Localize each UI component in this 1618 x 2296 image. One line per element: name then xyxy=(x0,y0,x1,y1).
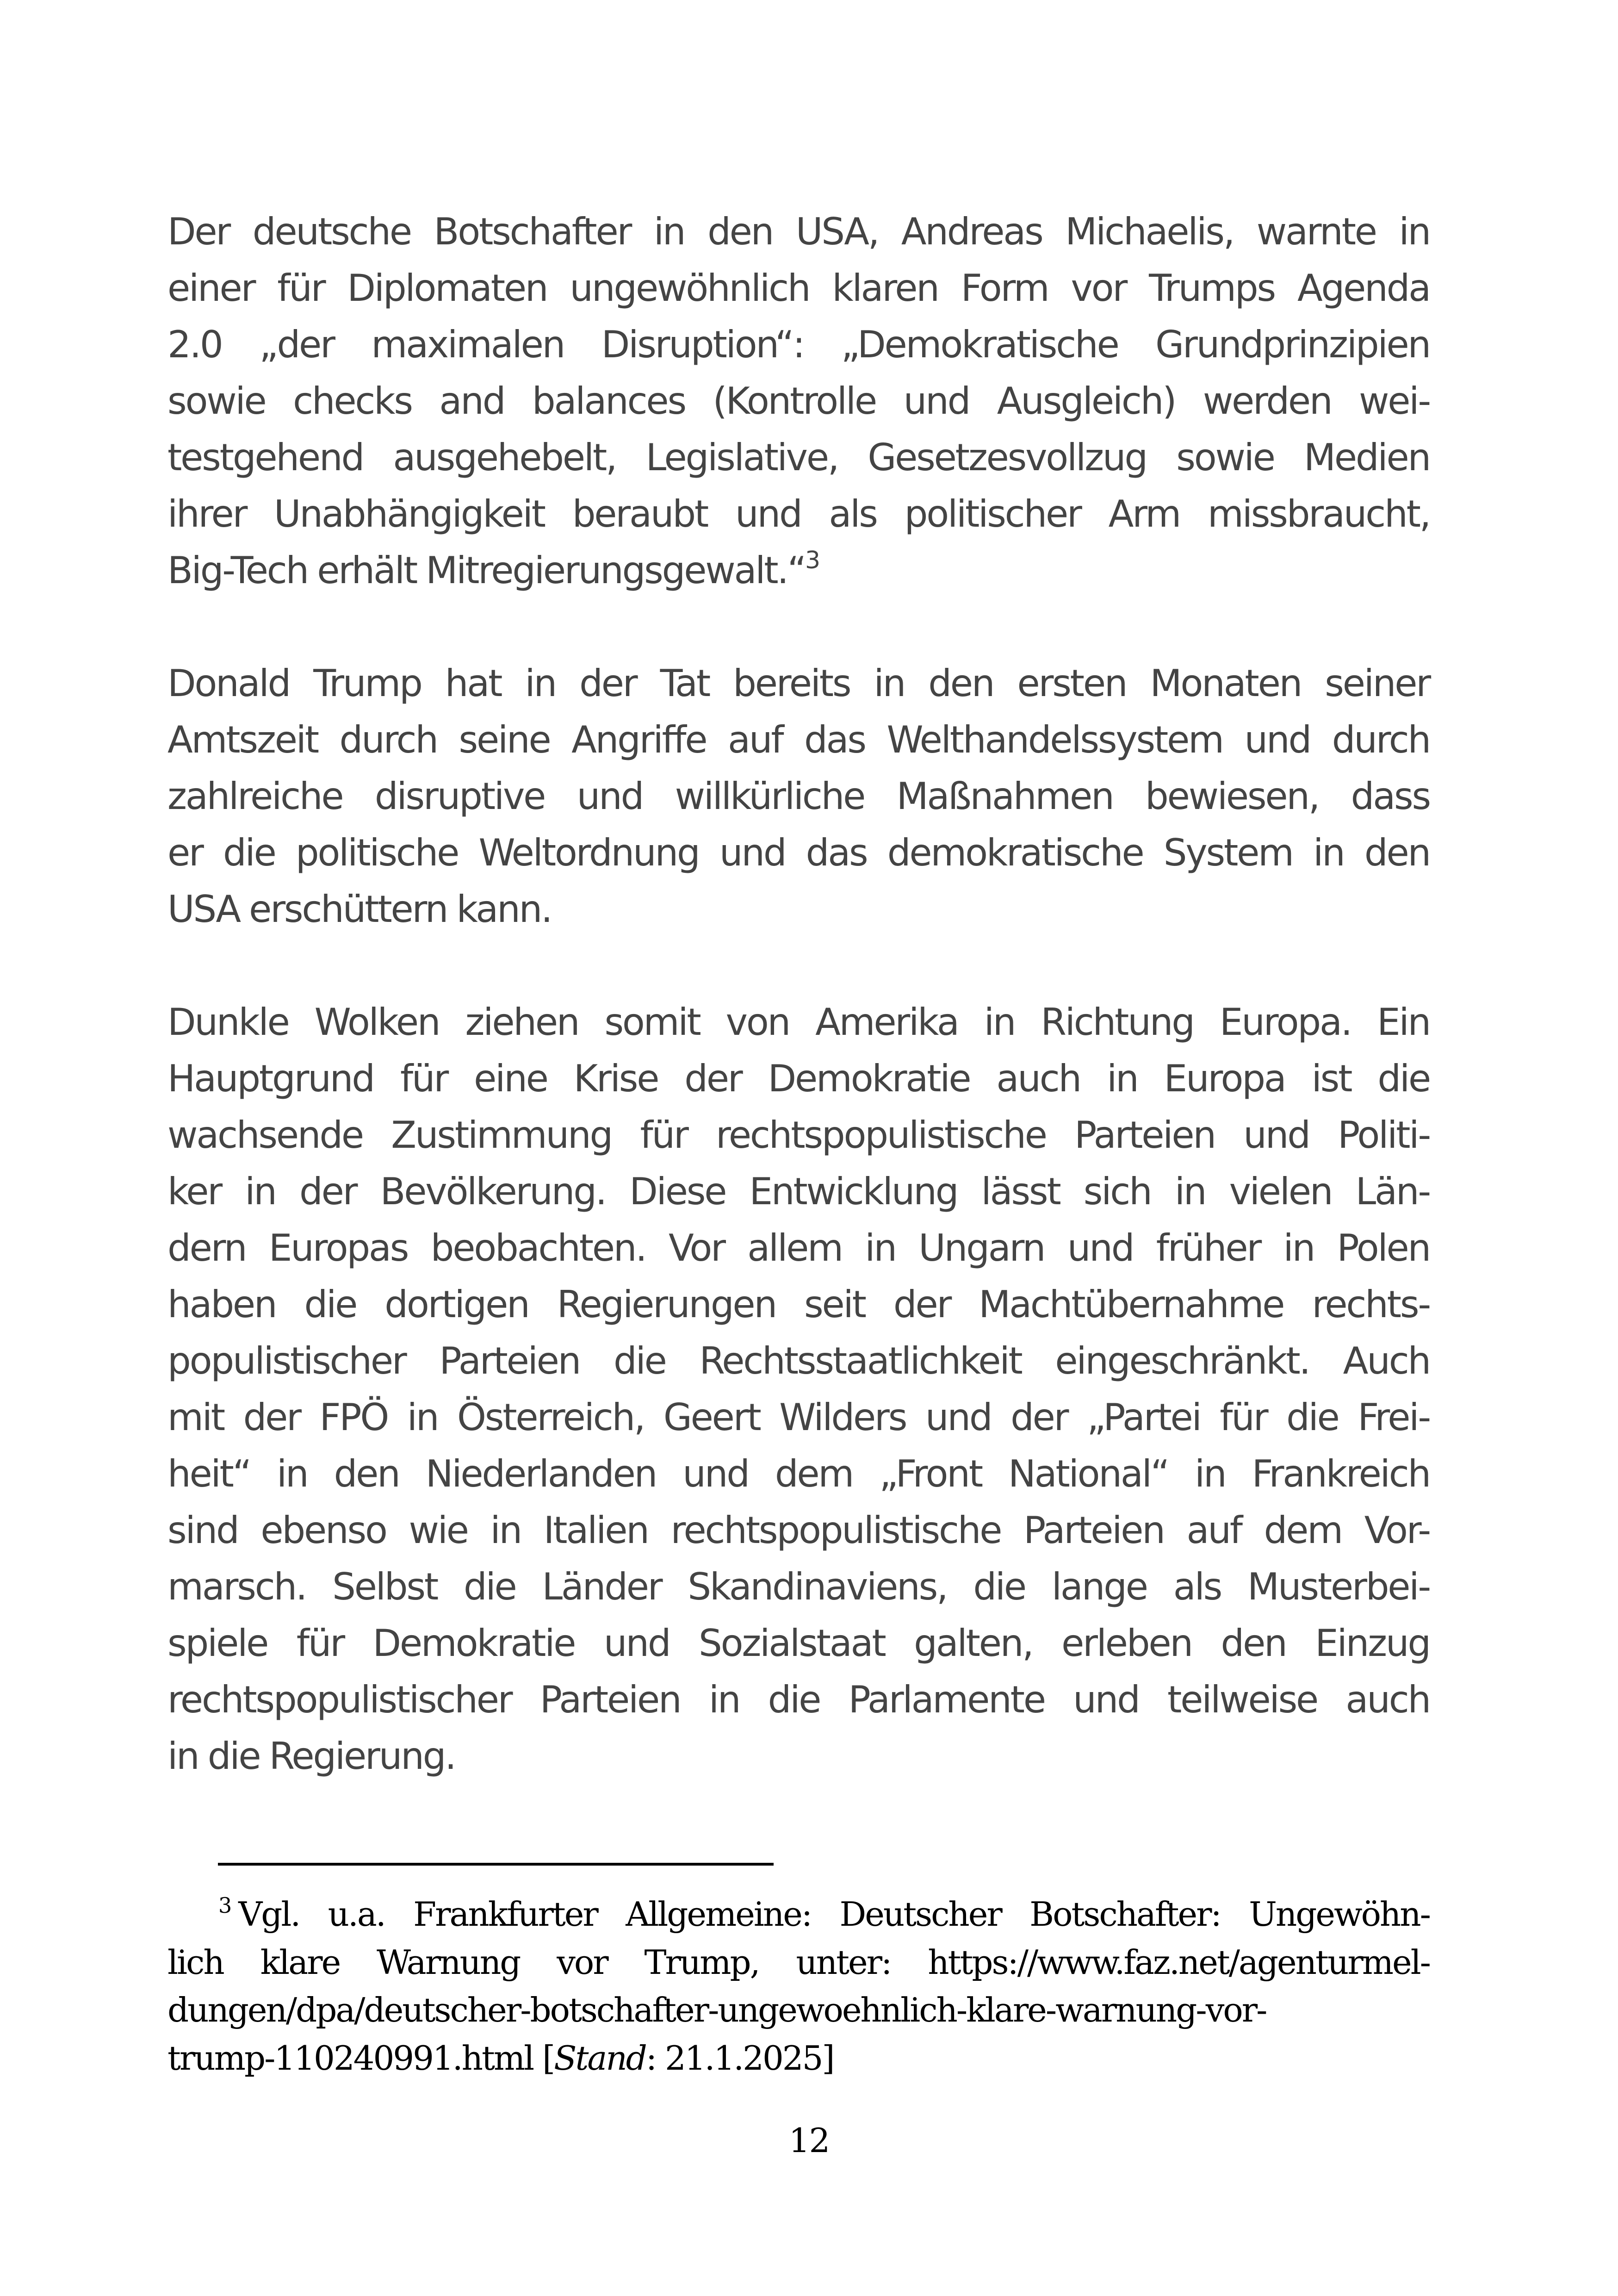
paragraph-1 xyxy=(167,204,1430,599)
footnote-number: 3 xyxy=(218,1893,232,1918)
text-line: sowie checks and balances (Kontrolle und Ausgleich) werden wei- xyxy=(167,380,1430,423)
footnote-line[interactable]: dungen/dpa/deutscher-botschafter-ungewoehnlich-klare-warnung-vor- xyxy=(167,1991,1266,2029)
text-line: mit der FPÖ in Österreich, Geert Wilders und der „Partei für die Frei- xyxy=(167,1396,1430,1439)
text-line: Hauptgrund für eine Krise der Demokratie auch in Europa ist die xyxy=(167,1057,1430,1100)
text-line: Dunkle Wolken ziehen somit von Amerika in Richtung Europa. Ein xyxy=(167,1001,1430,1044)
paragraph-3 xyxy=(167,994,1430,1785)
text-line: Donald Trump hat in der Tat bereits in den ersten Monaten seiner xyxy=(167,662,1430,705)
text-line: einer für Diplomaten ungewöhnlich klaren Form vor Trumps Agenda xyxy=(167,267,1430,310)
text-line: Der deutsche Botschafter in den USA, Andreas Michaelis, warnte in xyxy=(167,210,1430,253)
footnote-reference[interactable]: 3 xyxy=(805,547,821,574)
text-line: Amtszeit durch seine Angriffe auf das Welthandelssystem und durch xyxy=(167,718,1430,761)
text-line: testgehend ausgehebelt, Legislative, Gesetzesvollzug sowie Medien xyxy=(167,436,1430,479)
footnote-separator xyxy=(218,1863,774,1866)
text-line: heit“ in den Niederlanden und dem „Front National“ in Frankreich xyxy=(167,1452,1430,1495)
text-line: haben die dortigen Regierungen seit der Machtübernahme rechts- xyxy=(167,1283,1430,1326)
footnote-text: Vgl. u.a. Frankfurter Allgemeine: Deutscher Botschafter: Ungewöhn- xyxy=(238,1895,1430,1934)
text-line: wachsende Zustimmung für rechtspopulistische Parteien und Politi- xyxy=(167,1114,1430,1157)
text-line: er die politische Weltordnung und das demokratische System in den xyxy=(167,831,1430,874)
footnote-line[interactable]: lich klare Warnung vor Trump, unter: https://www.faz.net/agenturmel- xyxy=(167,1942,1430,1982)
text-line: USA erschüttern kann. xyxy=(167,888,552,931)
text-line: sind ebenso wie in Italien rechtspopulistische Parteien auf dem Vor- xyxy=(167,1509,1430,1552)
text-line: 2.0 „der maximalen Disruption“: „Demokratische Grundprinzipien xyxy=(167,323,1430,366)
text-line: ihrer Unabhängigkeit beraubt und als politischer Arm missbraucht, xyxy=(167,492,1430,535)
text-line: in die Regierung. xyxy=(167,1735,455,1778)
footnote-stand-label: Stand xyxy=(554,2038,646,2078)
text-line: zahlreiche disruptive und willkürliche Maßnahmen bewiesen, dass xyxy=(167,775,1430,818)
footnote-3 xyxy=(167,1891,1430,2082)
footnote-line xyxy=(167,1891,1430,1939)
text-line: spiele für Demokratie und Sozialstaat galten, erleben den Einzug xyxy=(167,1622,1430,1665)
footnote-line xyxy=(167,2035,1430,2083)
footnote-url-end[interactable]: trump-110240991.html [ xyxy=(167,2038,554,2078)
text-line-content: Big-Tech erhält Mitregierungsgewalt.“ xyxy=(167,549,805,592)
text-line: rechtspopulistischer Parteien in die Parlamente und teilweise auch xyxy=(167,1678,1430,1721)
paragraph-2 xyxy=(167,655,1430,938)
text-line: dern Europas beobachten. Vor allem in Ungarn und früher in Polen xyxy=(167,1226,1430,1269)
text-line: marsch. Selbst die Länder Skandinaviens, die lange als Musterbei- xyxy=(167,1565,1430,1608)
page-number: 12 xyxy=(788,2121,830,2160)
text-line: ker in der Bevölkerung. Diese Entwicklung lässt sich in vielen Län- xyxy=(167,1170,1430,1213)
body-text xyxy=(167,204,1430,1841)
text-line xyxy=(167,542,1430,599)
footnote-date: : 21.1.2025] xyxy=(645,2038,834,2078)
text-line: populistischer Parteien die Rechtsstaatlichkeit eingeschränkt. Auch xyxy=(167,1339,1430,1382)
